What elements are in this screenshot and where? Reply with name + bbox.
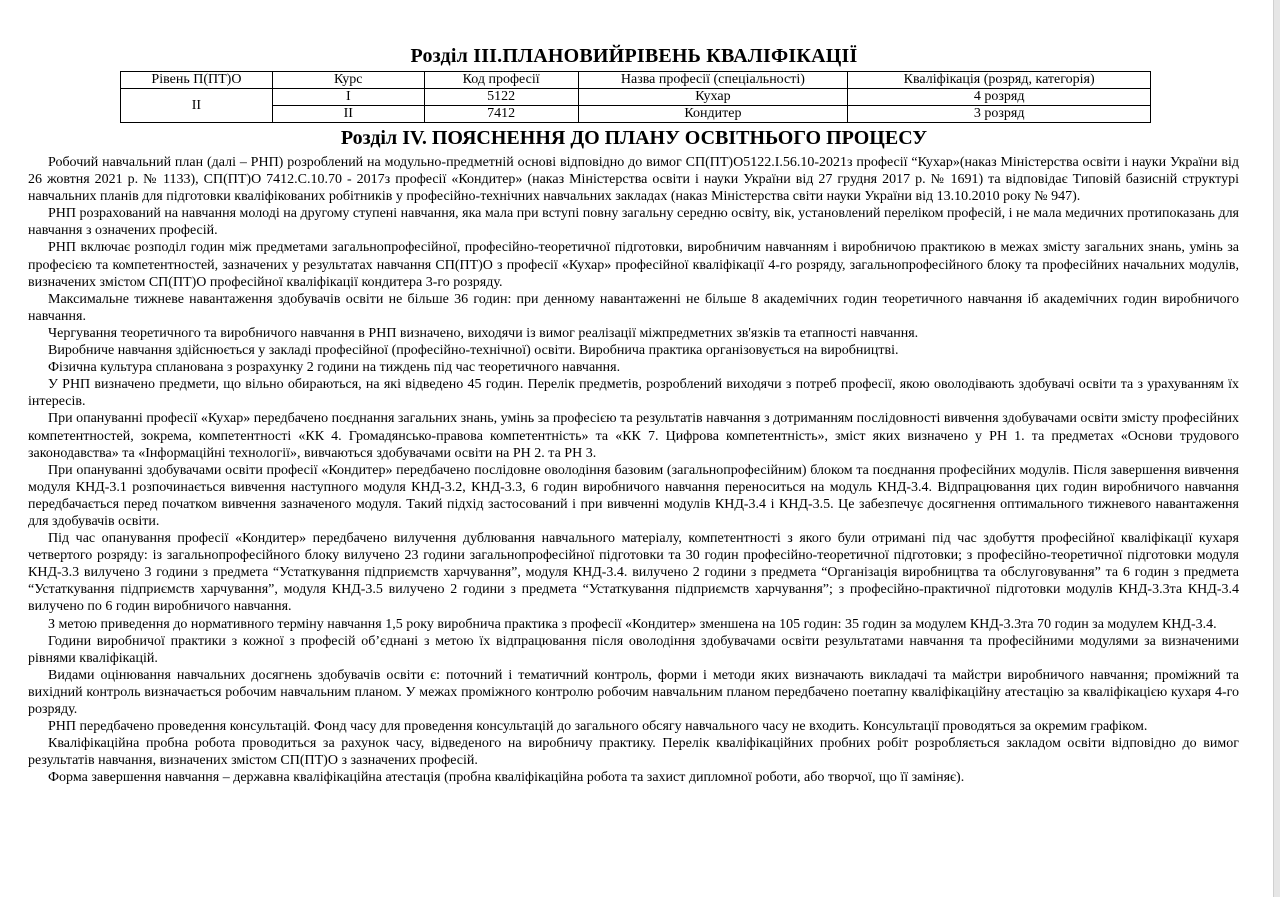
code-cell: 7412 <box>424 106 578 123</box>
paragraph: Під час опанування професії «Кондитер» передбачено вилучення дублювання навчального матеріалу, компетентності з якого були отримані під час здобуття професійної кваліфікації кухаря четвертого розряду: із загальнопрофесійного блоку вилучено 23 години загальнопрофесійної підготовки та 30 годин професійно-теоретичної підготовки; з професійно-теоретичної підготовки модуля КНД-3.3 вилучено 3 години з предмета “Устаткування підприємств харчування”, модуля КНД-3.4. вилучено 2 години з предмета “Організація виробництва та обслуговування” та 6 годин з предмета “Устаткування підприємств харчування”, модуля КНД-3.5 вилучено 2 години з предмета “Устаткування підприємств харчування”; з професійно-практичної підготовки модулів КНД-3.3та КНД-3.4 вилучено по 6 годин виробничого навчання. <box>28 531 1239 615</box>
qualification-table <box>120 71 1151 123</box>
table-header-row <box>121 72 1151 89</box>
paragraph: При опануванні здобувачами освіти професії «Кондитер» передбачено послідовне оволодіння базовим (загальнопрофесійним) блоком та поєднання професійних модулів. Після завершення вивчення модуля КНД-3.1 розпочинається вивчення наступного модуля КНД-3.2, КНД-3.3, 6 годин виробничого навчання переноситься на модуль КНД-3.4. Відпрацювання цих годин виробничого навчання передбачається перед початком вивчення зазначеного модуля. Такий підхід застосований і при вивченні модулів КНД-3.4 і КНД-3.5. Це забезпечує досягнення оптимального тижневого навантаження для здобувачів освіти. <box>28 462 1239 529</box>
header-level: Рівень П(ПТ)О <box>121 72 273 89</box>
header-name: Назва професії (спеціальності) <box>578 72 848 89</box>
paragraph: При опануванні професії «Кухар» передбачено поєднання загальних знань, умінь за професією та результатів навчання з дотриманням послідовності вивчення здобувачами освіти змісту професійних компетентностей, зокрема, компетентності «КК 4. Громадянсько-правова компетентність» та «КК 7. Цифрова компетентність», зміст яких визначено у РН 1. та предметах «Основи трудового законодавства» та «Інформаційні технології», вивчаються здобувачами освіти на РН 2. та РН 3. <box>28 411 1240 461</box>
paragraph: РНП розрахований на навчання молоді на другому ступені навчання, яка мала при вступі повну загальну середню освіту, вік, установлений переліком професій, і не мала медичних протипоказань для навчання з означених професій. <box>28 206 1239 239</box>
section-3-title: Розділ ІІІ.ПЛАНОВИЙРІВЕНЬ КВАЛІФІКАЦІЇ <box>410 45 858 67</box>
paragraph: Максимальне тижневе навантаження здобувачів освіти не більше 36 годин: при денному навантаженні не більше 8 академічних годин теоретичного навчання іб академічних годин виробничого навчання. <box>28 291 1239 324</box>
section-4-title: Розділ IV. ПОЯСНЕННЯ ДО ПЛАНУ ОСВІТНЬОГО ПРОЦЕСУ <box>340 127 928 149</box>
profession-name-cell: Кондитер <box>578 106 848 123</box>
qualification-cell: 3 розряд <box>848 106 1151 123</box>
paragraph: З метою приведення до нормативного терміну навчання 1,5 року виробнича практика з професії «Кондитер» зменшена на 105 годин: 35 годин за модулем КНД-3.3та 70 годин за модулем КНД-3.4. <box>48 616 1217 632</box>
explanatory-note <box>28 154 1239 786</box>
qualification-cell: 4 розряд <box>848 89 1151 106</box>
paragraph: У РНП визначено предмети, що вільно обираються, на які відведено 45 годин. Перелік предметів, розроблений виходячи з потреб професії, якою оволодівають здобувачі освіти та з урахуванням їх інтересів. <box>28 377 1239 410</box>
paragraph: Виробниче навчання здійснюється у закладі професійної (професійно-технічної) освіти. Виробнича практика організовується на виробництві. <box>48 343 899 359</box>
paragraph: Фізична культура спланована з розрахунку 2 години на тиждень під час теоретичного навчання. <box>48 360 621 376</box>
header-code: Код професії <box>424 72 578 89</box>
paragraph: Робочий навчальний план (далі – РНП) розроблений на модульно-предметній основі відповідно до вимог СП(ПТ)О5122.І.56.10-2021з професії “Кухар»(наказ Міністерства освіти і науки України від 26 жовтня 2021 р. № 1133), СП(ПТ)О 7412.С.10.70 - 2017з професії «Кондитер» (наказ Міністерства освіти і науки України від 27 грудня 2017 р. № 1691) та відповідає Типовій базисній структурі навчальних планів для підготовки кваліфікованих робітників у професійно-технічних навчальних закладах (наказ Міністерства світи науки України від 13.10.2010 року № 947). <box>28 155 1239 205</box>
course-cell: І <box>272 89 424 106</box>
table-row <box>121 89 1151 106</box>
header-qualification: Кваліфікація (розряд, категорія) <box>848 72 1151 89</box>
paragraph: Години виробничої практики з кожної з професій об’єднані з метою їх відпрацювання після оволодіння здобувачами освіти результатами навчання та професійними модулями за визначеними рівнями кваліфікацій. <box>28 633 1239 666</box>
table-row <box>121 106 1151 123</box>
page-edge-shadow <box>1273 0 1280 897</box>
course-cell: ІІ <box>272 106 424 123</box>
paragraph: Видами оцінювання навчальних досягнень здобувачів освіти є: поточний і тематичний контроль, форми і методи яких визначають викладачі та майстри виробничого навчання; проміжний та вихідний контроль визначається робочим навчальним планом. У межах проміжного контролю робочим навчальним планом передбачено поетапну кваліфікаційну атестацію за кваліфікацією кухаря 4-го розряду. <box>28 667 1239 717</box>
paragraph: РНП передбачено проведення консультацій. Фонд часу для проведення консультацій до загального обсягу навчального часу не входить. Консультації проводяться за окремим графіком. <box>48 719 1148 735</box>
level-cell: ІІ <box>121 89 273 123</box>
paragraph: Чергування теоретичного та виробничого навчання в РНП визначено, виходячи із вимог реалізації міжпредметних зв'язків та етапності навчання. <box>48 325 919 341</box>
paragraph: РНП включає розподіл годин між предметами загальнопрофесійної, професійно-теоретичної підготовки, виробничим навчанням і виробничою практикою в межах змісту загальних знань, умінь за професією та компетентностей, зазначених у результатах навчання СП(ПТ)О з професії «Кухар» професійної кваліфікації 4-го розряду, загальнопрофесійного блоку та професійних начальних модулів, визначених змістом СП(ПТ)О професійної кваліфікації кондитера 3-го розряду. <box>28 240 1239 290</box>
header-course: Курс <box>272 72 424 89</box>
paragraph: Кваліфікаційна пробна робота проводиться за рахунок часу, відведеного на виробничу практику. Перелік кваліфікаційних пробних робіт розробляється закладом освіти відповідно до вимог результатів навчання, визначених змістом СП(ПТ)О з зазначених професій. <box>28 736 1239 769</box>
profession-name-cell: Кухар <box>578 89 848 106</box>
paragraph: Форма завершення навчання – державна кваліфікаційна атестація (пробна кваліфікаційна робота та захист дипломної роботи, або творчої, що її заміняє). <box>48 770 965 786</box>
document-page <box>28 0 1240 786</box>
code-cell: 5122 <box>424 89 578 106</box>
